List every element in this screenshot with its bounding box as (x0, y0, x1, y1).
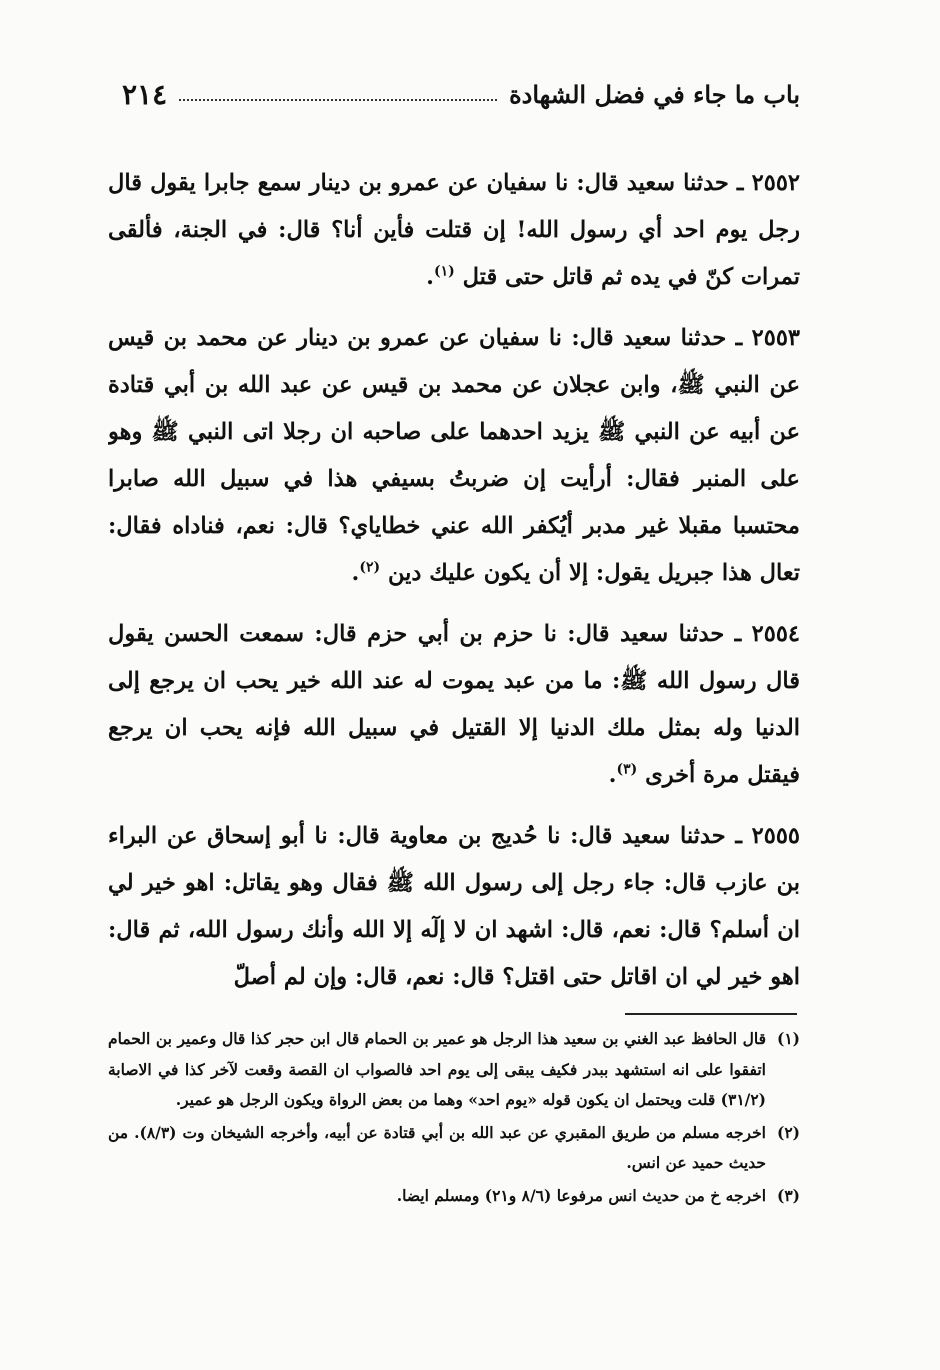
footnote-text: اخرجه مسلم من طريق المقبري عن عبد الله بن أبي قتادة عن أبيه، وأخرجه الشيخان وت (٨/٣). من حديث حميد عن انس. (108, 1122, 766, 1172)
footnote-ref: (١) (434, 263, 455, 280)
footnote-separator (625, 1013, 797, 1015)
hadith-paragraph: ٢٥٥٣ ـ حدثنا سعيد قال: نا سفيان عن عمرو بن دينار عن محمد بن قيس عن النبي ﷺ، وابن عجلان عن محمد بن قيس عن عبد الله بن أبي قتادة عن أبيه عن النبي ﷺ يزيد احدهما على صاحبه ان رجلا اتى النبي ﷺ وهو على المنبر فقال: أرأيت إن ضربتُ بسيفي هذا في سبيل الله صابرا محتسبا مقبلا غير مدبر أيُكفر الله عني خطاياي؟ قال: نعم، فناداه فقال: تعال هذا جبريل يقول: إلا أن يكون عليك دين $^{(٢)}$. (108, 325, 800, 586)
footnote-ref: (٢) (359, 559, 381, 576)
page-number: ٢١٤ (122, 77, 168, 111)
page-header (108, 74, 800, 114)
main-text (108, 160, 800, 1000)
footnotes (108, 1024, 800, 1284)
hadith-number: ٢٥٥٤ (751, 621, 800, 647)
footnote (108, 1181, 800, 1212)
header-dotted-rule (179, 99, 497, 101)
hadith-number: ٢٥٥٢ (751, 170, 800, 196)
hadith-text: ـ حدثنا سعيد قال: نا سفيان عن عمرو بن دينار عن محمد بن قيس عن النبي ﷺ، وابن عجلان عن محمد بن قيس عن عبد الله بن أبي قتادة عن أبيه عن النبي ﷺ يزيد احدهما على صاحبه ان رجلا اتى النبي ﷺ وهو على المنبر فقال: أرأيت إن ضربتُ بسيفي هذا في سبيل الله صابرا محتسبا مقبلا غير مدبر أيُكفر الله عني خطاياي؟ قال: نعم، فناداه فقال: تعال هذا جبريل يقول: إلا أن يكون عليك دين (108, 325, 800, 586)
footnote-marker: (١) (776, 1029, 800, 1048)
footnote-text: قال الحافظ عبد الغني بن سعيد هذا الرجل هو عمير بن الحمام قال ابن حجر كذا قال وعمير بن الحمام اتفقوا على انه استشهد ببدر فكيف يبقى إلى يوم احد فالصواب ان القصة وقعت لآخر كذا في الاصابة (٣١/٢) قلت ويحتمل ان يكون قوله «يوم احد» وهما من بعض الرواة ويكون الرجل هو عمير. (108, 1029, 766, 1109)
hadith-text: ـ حدثنا سعيد قال: نا حُديج بن معاوية قال: نا أبو إسحاق عن البراء بن عازب قال: جاء رجل إلى رسول الله ﷺ فقال وهو يقاتل: اهو خير لي ان أسلم؟ قال: نعم، قال: اشهد ان لا إلٓه إلا الله وأنك رسول الله، ثم قال: اهو خير لي ان اقاتل حتى اقتل؟ قال: نعم، قال: وإن لم أصلّ (108, 823, 800, 990)
footnote (108, 1118, 800, 1179)
footnote-ref: (٣) (616, 761, 638, 778)
hadith-number: ٢٥٥٥ (751, 823, 800, 849)
hadith-number: ٢٥٥٣ (751, 325, 800, 351)
hadith-text: ـ حدثنا سعيد قال: نا حزم بن أبي حزم قال: سمعت الحسن يقول قال رسول الله ﷺ: ما من عبد يموت له عند الله خير يحب ان يرجع إلى الدنيا وله بمثل ملك الدنيا إلا القتيل في سبيل الله فإنه يحب ان يرجع فيقتل مرة أخرى (108, 621, 800, 788)
hadith-paragraph: ٢٥٥٤ ـ حدثنا سعيد قال: نا حزم بن أبي حزم قال: سمعت الحسن يقول قال رسول الله ﷺ: ما من عبد يموت له عند الله خير يحب ان يرجع إلى الدنيا وله بمثل ملك الدنيا إلا القتيل في سبيل الله فإنه يحب ان يرجع فيقتل مرة أخرى $^{(٣)}$. (108, 621, 800, 788)
footnote (108, 1024, 800, 1116)
footnote-marker: (٣) (776, 1185, 800, 1205)
footnote-marker: (٢) (776, 1122, 800, 1142)
running-title: باب ما جاء في فضل الشهادة (509, 79, 800, 109)
footnote-text: اخرجه خ من حديث انس مرفوعا (٨/٦ و٢١) ومسلم ايضا. (396, 1185, 766, 1205)
hadith-text: ـ حدثنا سعيد قال: نا سفيان عن عمرو بن دينار سمع جابرا يقول قال رجل يوم احد أي رسول الله! إن قتلت فأين أنا؟ قال: في الجنة، فألقى تمرات كنّ في يده ثم قاتل حتى قتل (108, 170, 800, 290)
hadith-paragraph (108, 813, 800, 1000)
hadith-paragraph: ٢٥٥٢ ـ حدثنا سعيد قال: نا سفيان عن عمرو بن دينار سمع جابرا يقول قال رجل يوم احد أي رسول الله! إن قتلت فأين أنا؟ قال: في الجنة، فألقى تمرات كنّ في يده ثم قاتل حتى قتل $^{(١)}$. (108, 170, 800, 290)
